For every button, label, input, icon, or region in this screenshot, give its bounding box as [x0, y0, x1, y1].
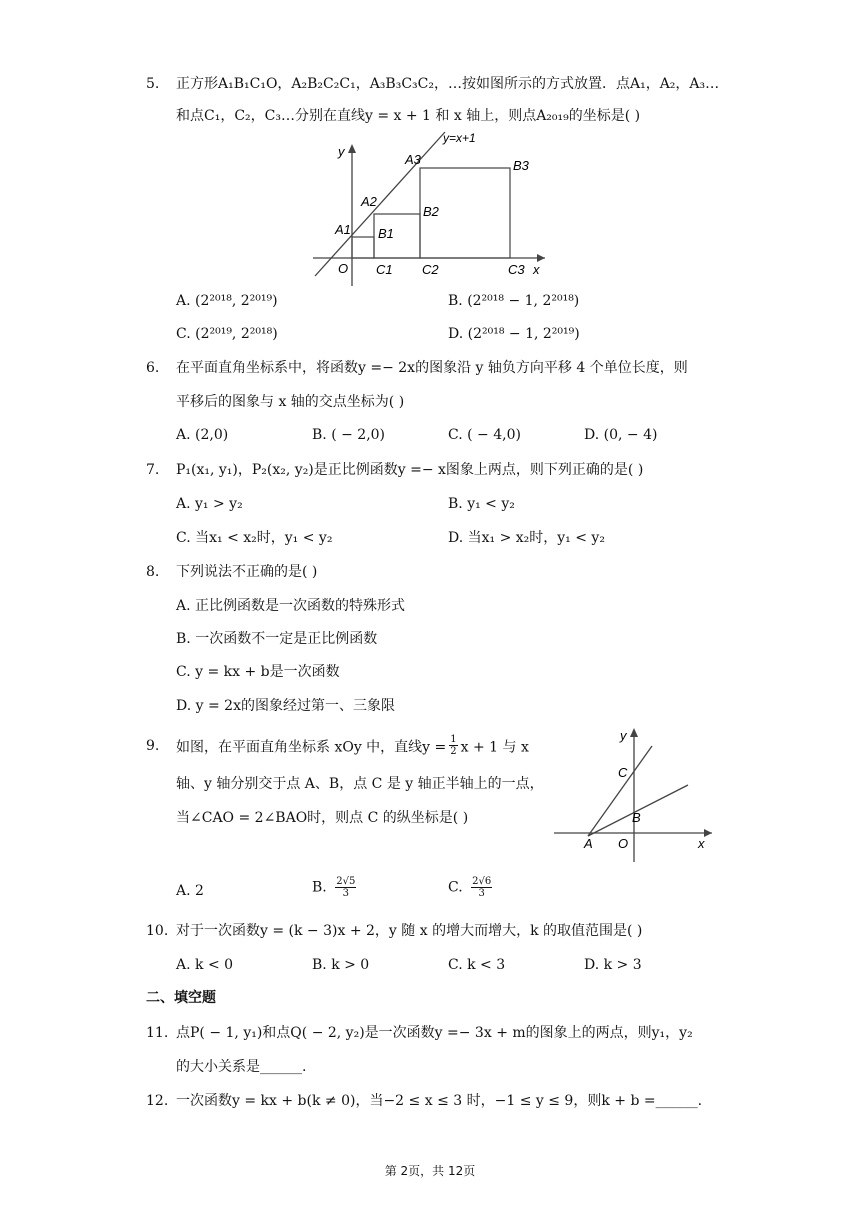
label-B2: B2	[423, 204, 439, 219]
label-B3: B3	[513, 158, 529, 173]
q10-option-d: D. k > 3	[584, 957, 642, 973]
label-x: x	[698, 836, 705, 851]
q7-option-c: C. 当x₁ < x₂时，y₁ < y₂	[176, 530, 333, 546]
q9-option-c-prefix: C.	[448, 879, 463, 896]
q7-number: 7.	[146, 462, 160, 478]
section-heading-fill-in: 二、填空题	[146, 990, 216, 1006]
q6-line2: 平移后的图象与 x 轴的交点坐标为( )	[176, 394, 405, 410]
q9-option-c-fraction	[471, 876, 492, 899]
q9-option-c	[448, 876, 492, 899]
q6-option-b: B. ( − 2,0)	[312, 427, 386, 443]
q12-line1: 一次函数y = kx + b(k ≠ 0)，当−2 ≤ x ≤ 3 时，−1 ≤ y ≤ 9，则k + b =______.	[176, 1093, 703, 1109]
q9-option-a: A. 2	[176, 883, 204, 899]
q8-line1: 下列说法不正确的是( )	[176, 564, 318, 580]
x-axis-arrow	[537, 254, 545, 262]
q8-option-d: D. y = 2x的图象经过第一、三象限	[176, 698, 395, 714]
label-B1: B1	[378, 226, 394, 241]
q9-option-b-fraction	[335, 876, 356, 899]
q5-option-b: B. (2²⁰¹⁸ − 1, 2²⁰¹⁸)	[448, 293, 580, 309]
label-O: O	[338, 261, 349, 276]
q10-option-b: B. k > 0	[312, 957, 370, 973]
q7-line1: P₁(x₁, y₁)，P₂(x₂, y₂)是正比例函数y =− x图象上两点，则下列正确的是( )	[176, 462, 644, 478]
q9-option-b-prefix: B.	[312, 879, 327, 896]
q5-option-a: A. (2²⁰¹⁸, 2²⁰¹⁹)	[176, 293, 278, 309]
q7-option-d: D. 当x₁ > x₂时，y₁ < y₂	[448, 530, 605, 546]
q10-option-a: A. k < 0	[176, 957, 234, 973]
q8-number: 8.	[146, 564, 160, 580]
line-label: y=x+1	[443, 131, 476, 145]
q6-option-d: D. (0, − 4)	[584, 427, 658, 443]
q10-option-c: C. k < 3	[448, 957, 506, 973]
q5-number: 5.	[146, 76, 160, 92]
label-A: A	[584, 836, 593, 851]
q9-line2: 轴、y 轴分别交于点 A、B，点 C 是 y 轴正半轴上的一点，	[176, 776, 544, 792]
label-C1: C1	[376, 262, 393, 277]
y-axis-arrow	[348, 144, 356, 153]
q10-number: 10.	[146, 923, 169, 939]
label-A2: A2	[361, 194, 377, 209]
q5-option-d: D. (2²⁰¹⁸ − 1, 2²⁰¹⁹)	[448, 326, 580, 342]
label-O: O	[618, 836, 629, 851]
label-B: B	[632, 810, 641, 825]
q9-option-c-num: 2√6	[472, 876, 492, 887]
label-y: y	[620, 728, 627, 743]
q11-number: 11.	[146, 1025, 169, 1041]
q12-number: 12.	[146, 1093, 169, 1109]
q6-number: 6.	[146, 360, 160, 376]
q9-option-b-num: 2√5	[336, 876, 356, 887]
q8-option-c: C. y = kx + b是一次函数	[176, 664, 340, 680]
q7-option-a: A. y₁ > y₂	[176, 496, 243, 512]
q9-line3: 当∠CAO = 2∠BAO时，则点 C 的纵坐标是( )	[176, 810, 469, 826]
label-C: C	[618, 765, 628, 780]
q6-option-c: C. ( − 4,0)	[448, 427, 521, 443]
y-axis-arrow	[630, 728, 638, 737]
q9-fraction	[449, 734, 457, 757]
page-footer: 第 2页，共 12页	[384, 1164, 476, 1178]
square-1	[352, 237, 374, 258]
q9-line1-start: 如图，在平面直角坐标系 xOy 中，直线y =	[176, 739, 447, 756]
q9-frac-den: 2	[450, 746, 457, 757]
q9-figure	[550, 724, 720, 864]
q9-option-b-den: 3	[342, 888, 349, 899]
q5-line2: 和点C₁，C₂，C₃…分别在直线y = x + 1 和 x 轴上，则点A₂₀₁₉的坐标是( )	[176, 108, 641, 124]
q9-line1-end: x + 1 与 x	[460, 739, 529, 756]
q11-line2: 的大小关系是______.	[176, 1059, 307, 1075]
line-ac	[588, 746, 652, 836]
q11-line1: 点P( − 1, y₁)和点Q( − 2, y₂)是一次函数y =− 3x + m的图象上的两点，则y₁，y₂	[176, 1025, 693, 1041]
q8-option-b: B. 一次函数不一定是正比例函数	[176, 631, 378, 647]
q5-figure	[305, 126, 545, 286]
q9-number: 9.	[146, 738, 160, 754]
q9-line1	[176, 736, 529, 759]
label-C3: C3	[508, 262, 525, 277]
label-y: y	[338, 144, 345, 159]
label-A3: A3	[405, 152, 421, 167]
q9-option-b	[312, 876, 356, 899]
q8-option-a: A. 正比例函数是一次函数的特殊形式	[176, 598, 406, 614]
q6-line1: 在平面直角坐标系中，将函数y =− 2x的图象沿 y 轴负方向平移 4 个单位长度，则	[176, 360, 688, 376]
q9-option-c-den: 3	[478, 888, 485, 899]
q7-option-b: B. y₁ < y₂	[448, 496, 515, 512]
label-C2: C2	[422, 262, 439, 277]
label-A1: A1	[335, 222, 351, 237]
q5-line1: 正方形A₁B₁C₁O，A₂B₂C₂C₁，A₃B₃C₃C₂，…按如图所示的方式放置．点A₁，A₂，A₃…	[176, 76, 720, 92]
x-axis-arrow	[704, 829, 712, 837]
q9-frac-num: 1	[450, 734, 457, 745]
label-x: x	[533, 262, 540, 277]
q6-option-a: A. (2,0)	[176, 427, 229, 443]
q10-line1: 对于一次函数y = (k − 3)x + 2，y 随 x 的增大而增大，k 的取值范围是( )	[176, 923, 643, 939]
q5-option-c: C. (2²⁰¹⁹, 2²⁰¹⁸)	[176, 326, 278, 342]
